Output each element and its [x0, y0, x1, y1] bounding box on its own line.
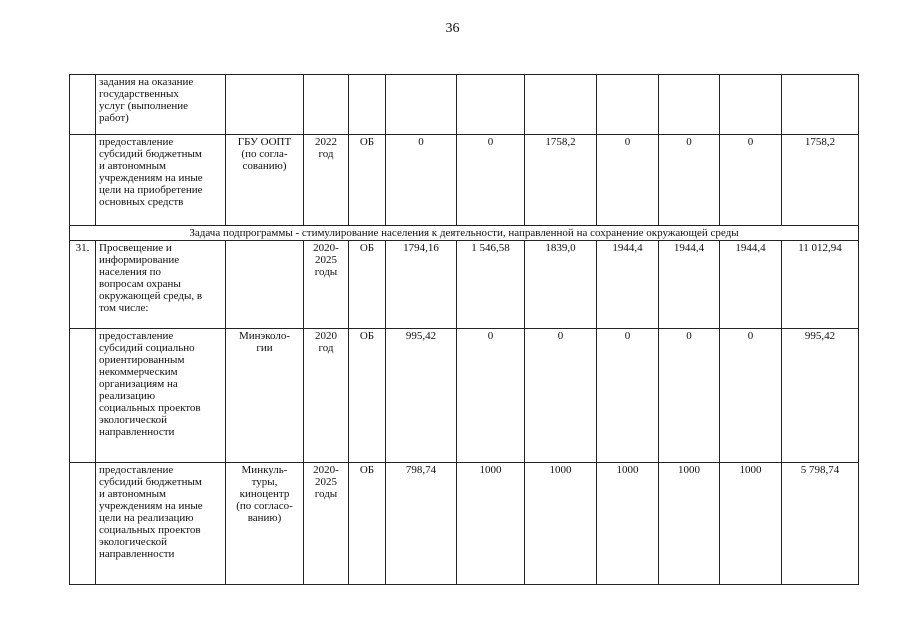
row-total: 5 798,74 [782, 463, 859, 585]
row-value: 1000 [659, 463, 720, 585]
row-value: 0 [386, 135, 457, 226]
row-value: 0 [457, 135, 525, 226]
row-description: Просвещение и информирование населения по вопросам охраны окружающей среды, в том числе: [96, 241, 226, 329]
row-value: 1944,4 [659, 241, 720, 329]
row-value: 0 [597, 135, 659, 226]
row-value: 1794,16 [386, 241, 457, 329]
row-total: 11 012,94 [782, 241, 859, 329]
row-total: 995,42 [782, 329, 859, 463]
row-total: 1758,2 [782, 135, 859, 226]
row-value [597, 75, 659, 135]
row-executor: Минкуль- туры, киноцентр (по согласо- ванию) [226, 463, 304, 585]
row-value: 1758,2 [525, 135, 597, 226]
row-executor: ГБУ ООПТ (по согла- сованию) [226, 135, 304, 226]
row-description: предоставление субсидий бюджетным и автономным учреждениям на иные цели на приобретение основных средств [96, 135, 226, 226]
row-value: 0 [457, 329, 525, 463]
row-executor: Минэколо- гии [226, 329, 304, 463]
row-source: ОБ [349, 463, 386, 585]
row-value: 1000 [525, 463, 597, 585]
row-value: 1000 [457, 463, 525, 585]
row-value: 1000 [597, 463, 659, 585]
row-value: 1839,0 [525, 241, 597, 329]
row-value: 1 546,58 [457, 241, 525, 329]
row-period: 2020- 2025 годы [304, 241, 349, 329]
row-number [70, 463, 96, 585]
table-row [70, 135, 859, 226]
row-period: 2020 год [304, 329, 349, 463]
row-value: 1000 [720, 463, 782, 585]
row-value: 0 [720, 329, 782, 463]
row-value: 0 [597, 329, 659, 463]
row-executor [226, 75, 304, 135]
row-description: задания на оказание государственных услуг (выполнение работ) [96, 75, 226, 135]
row-executor [226, 241, 304, 329]
table-row [70, 241, 859, 329]
row-value: 1944,4 [597, 241, 659, 329]
row-source: ОБ [349, 329, 386, 463]
row-value: 995,42 [386, 329, 457, 463]
row-source [349, 75, 386, 135]
row-value [386, 75, 457, 135]
row-number [70, 75, 96, 135]
table-row [70, 329, 859, 463]
row-number [70, 329, 96, 463]
program-table [69, 74, 859, 585]
row-number: 31. [70, 241, 96, 329]
row-value: 0 [720, 135, 782, 226]
row-value: 1944,4 [720, 241, 782, 329]
page-number: 36 [445, 21, 460, 36]
row-period: 2020- 2025 годы [304, 463, 349, 585]
subprogram-task-heading: Задача подпрограммы - стимулирование населения к деятельности, направленной на сохранение окружающей среды [70, 226, 859, 241]
row-description: предоставление субсидий социально ориентированным некоммерческим организациям на реализацию социальных проектов экологической направленности [96, 329, 226, 463]
table-row [70, 75, 859, 135]
row-period [304, 75, 349, 135]
row-value [525, 75, 597, 135]
row-source: ОБ [349, 241, 386, 329]
row-value: 0 [659, 135, 720, 226]
row-value: 0 [525, 329, 597, 463]
task-row [70, 226, 859, 241]
table-row [70, 463, 859, 585]
row-value: 798,74 [386, 463, 457, 585]
row-total [782, 75, 859, 135]
row-value [659, 75, 720, 135]
row-value: 0 [659, 329, 720, 463]
row-source: ОБ [349, 135, 386, 226]
row-period: 2022 год [304, 135, 349, 226]
row-description: предоставление субсидий бюджетным и автономным учреждениям на иные цели на реализацию социальных проектов экологической направленности [96, 463, 226, 585]
row-value [720, 75, 782, 135]
row-number [70, 135, 96, 226]
row-value [457, 75, 525, 135]
